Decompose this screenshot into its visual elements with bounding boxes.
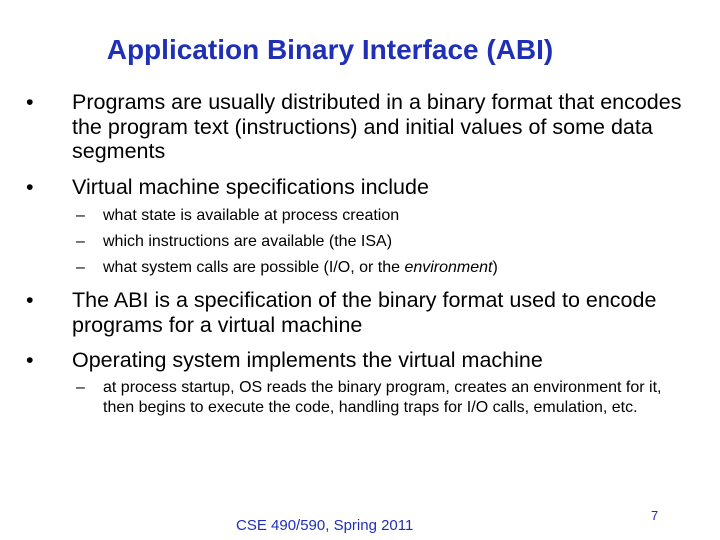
page-number: 7 <box>651 508 659 523</box>
sub-bullet-text: at process startup, OS reads the binary program, creates an environment for it, then begins to execute the code, handling traps for I/O calls, emulation, etc. <box>103 379 662 416</box>
dash-marker: – <box>76 259 85 276</box>
sub-bullet-2 <box>76 232 676 252</box>
bullet-2 <box>26 175 696 200</box>
footer-text: CSE 490/590, Spring 2011 <box>236 517 414 534</box>
page-title: Application Binary Interface (ABI) <box>106 34 554 65</box>
bullet-4 <box>26 348 696 373</box>
sub-bullet-text <box>103 258 676 278</box>
sub-bullet-text-suffix: ) <box>492 259 498 276</box>
bullet-text: Operating system implements the virtual machine <box>72 348 543 372</box>
sub-bullet-text-italic: environment <box>404 259 493 276</box>
bullet-text: Virtual machine specifications include <box>72 175 429 199</box>
sub-bullet-3 <box>76 258 676 278</box>
bullet-1 <box>26 90 696 164</box>
bullet-text: Programs are usually distributed in a binary format that encodes the program text (instructions) and initial values of some data segments <box>72 90 682 163</box>
sub-bullet-1 <box>76 206 676 226</box>
bullet-marker: • <box>26 348 34 372</box>
sub-bullet-text: what state is available at process creation <box>103 207 400 224</box>
bullet-3 <box>26 288 696 337</box>
bullet-marker: • <box>26 288 34 312</box>
dash-marker: – <box>76 379 85 396</box>
sub-bullet-text-prefix: what system calls are possible (I/O, or the <box>103 259 405 276</box>
bullet-marker: • <box>26 90 34 114</box>
dash-marker: – <box>76 207 85 224</box>
sub-bullet-4 <box>76 378 666 418</box>
sub-bullet-text: which instructions are available (the ISA) <box>103 233 393 250</box>
dash-marker: – <box>76 233 85 250</box>
bullet-marker: • <box>26 175 34 199</box>
bullet-text: The ABI is a specification of the binary format used to encode programs for a virtual machine <box>72 288 657 337</box>
